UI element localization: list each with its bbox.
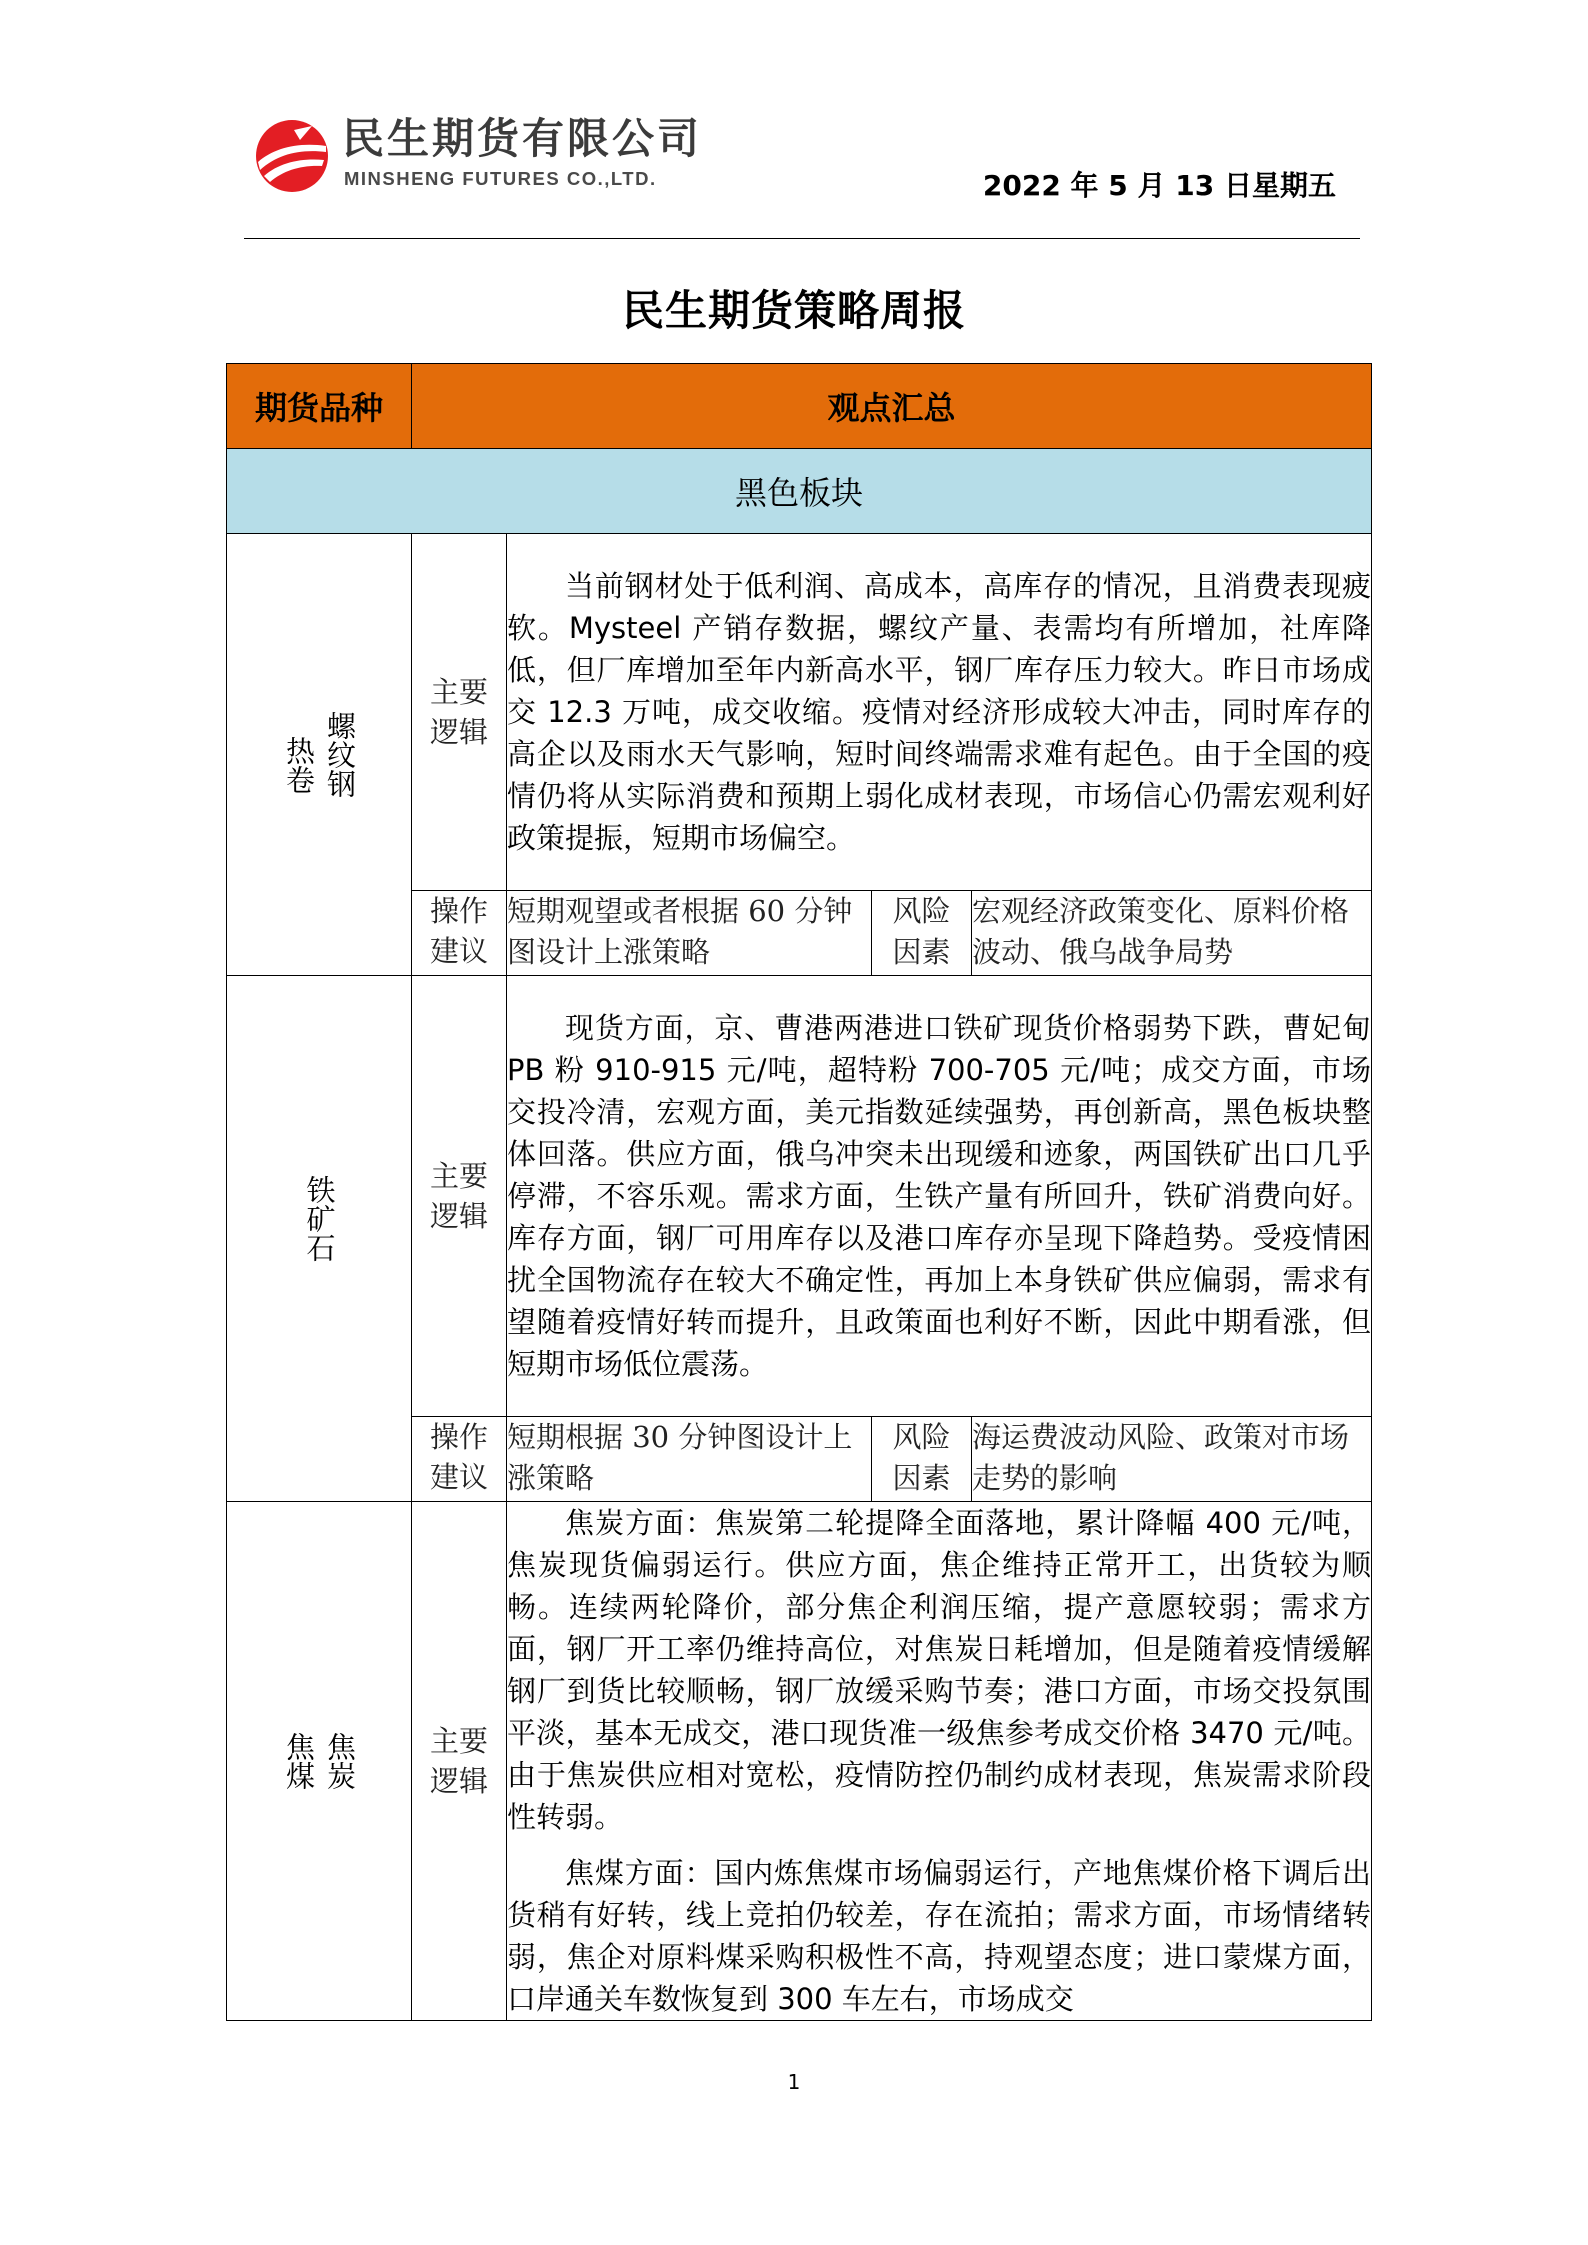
table-header-row bbox=[227, 364, 1372, 449]
variety-name-part: 热卷 bbox=[282, 735, 316, 794]
variety-name-part: 螺纹钢 bbox=[323, 711, 357, 798]
variety-name-part: 焦炭 bbox=[323, 1732, 357, 1790]
logic-text bbox=[507, 976, 1372, 1417]
variety-name-part: 焦煤 bbox=[282, 1732, 316, 1790]
variety-cell bbox=[227, 1502, 412, 2021]
document-title: 民生期货策略周报 bbox=[621, 286, 966, 335]
logic-label: 主要逻辑 bbox=[412, 534, 507, 891]
section-row bbox=[227, 449, 1372, 534]
col-header-variety: 期货品种 bbox=[227, 364, 412, 449]
col-header-view: 观点汇总 bbox=[412, 364, 1372, 449]
variety-name bbox=[227, 1732, 411, 1790]
risk-label: 风险因素 bbox=[872, 891, 972, 976]
page-number: 1 bbox=[787, 2070, 801, 2094]
minsheng-logo-icon bbox=[254, 118, 330, 194]
logic-paragraph: 现货方面，京、曹港两港进口铁矿现货价格弱势下跌，曹妃甸 PB 粉 910-915 元/吨，超特粉 700-705 元/吨；成交方面，市场交投冷清，宏观方面，美元指数延续强势，再创新高，黑色板块整体回落。供应方面，俄乌冲突未出现缓和迹象，两国铁矿出口几乎停滞，不容乐观。需求方面，生铁产量有所回升，铁矿消费向好。库存方面，钢厂可用库存以及港口库存亦呈现下降趋势。受疫情困扰全国物流存在较大不确定性，再加上本身铁矿供应偏弱，需求有望随着疫情好转而提升，且政策面也利好不断，因此中期看涨，但短期市场低位震荡。 bbox=[507, 1011, 1372, 1381]
logo-english-name: MINSHENG FUTURES CO.,LTD. bbox=[344, 168, 657, 189]
section-title: 黑色板块 bbox=[227, 449, 1372, 534]
header-divider bbox=[244, 238, 1360, 239]
logic-paragraph: 当前钢材处于低利润、高成本，高库存的情况，且消费表现疲软。Mysteel 产销存数据，螺纹产量、表需均有所增加，社库降低，但厂库增加至年内新高水平，钢厂库存压力较大。昨日市场成交 12.3 万吨，成交收缩。疫情对经济形成较大冲击，同时库存的高企以及雨水天气影响，短时间终端需求难有起色。由于全国的疫情仍将从实际消费和预期上弱化成材表现，市场信心仍需宏观利好政策提振，短期市场偏空。 bbox=[507, 569, 1372, 855]
table-row bbox=[227, 534, 1372, 891]
logic-paragraph: 焦炭方面：焦炭第二轮提降全面落地，累计降幅 400 元/吨，焦炭现货偏弱运行。供应方面，焦企维持正常开工，出货较为顺畅。连续两轮降价，部分焦企利润压缩，提产意愿较弱；需求方面，钢厂开工率仍维持高位，对焦炭日耗增加，但是随着疫情缓解钢厂到货比较顺畅，钢厂放缓采购节奏；港口方面，市场交投氛围平淡，基本无成交，港口现货准一级焦参考成交价格 3470 元/吨。由于焦炭供应相对宽松，疫情防控仍制约成材表现，焦炭需求阶段性转弱。 bbox=[507, 1506, 1372, 1834]
report-date: 2022 年 5 月 13 日星期五 bbox=[982, 169, 1336, 202]
variety-name bbox=[227, 711, 411, 798]
variety-cell bbox=[227, 976, 412, 1502]
company-logo bbox=[254, 114, 724, 198]
logic-paragraph: 焦煤方面：国内炼焦煤市场偏弱运行，产地焦煤价格下调后出货稍有好转，线上竞拍仍较差，存在流拍；需求方面，市场情绪转弱，焦企对原料煤采购积极性不高，持观望态度；进口蒙煤方面，口岸通关车数恢复到 300 车左右，市场成交 bbox=[507, 1856, 1372, 2016]
risk-text: 宏观经济政策变化、原料价格波动、俄乌战争局势 bbox=[972, 891, 1372, 976]
logic-label: 主要逻辑 bbox=[412, 976, 507, 1417]
variety-cell bbox=[227, 534, 412, 976]
table-row bbox=[227, 976, 1372, 1417]
ops-text: 短期根据 30 分钟图设计上涨策略 bbox=[507, 1417, 872, 1502]
logic-label: 主要逻辑 bbox=[412, 1502, 507, 2021]
ops-text: 短期观望或者根据 60 分钟图设计上涨策略 bbox=[507, 891, 872, 976]
strategy-table bbox=[226, 363, 1372, 2021]
logic-text bbox=[507, 534, 1372, 891]
logo-chinese-name: 民生期货有限公司 bbox=[342, 114, 703, 163]
risk-label: 风险因素 bbox=[872, 1417, 972, 1502]
variety-name bbox=[227, 1175, 411, 1262]
logic-text bbox=[507, 1502, 1372, 2021]
risk-text: 海运费波动风险、政策对市场走势的影响 bbox=[972, 1417, 1372, 1502]
ops-label: 操作建议 bbox=[412, 1417, 507, 1502]
table-row bbox=[227, 1502, 1372, 2021]
variety-name-part: 铁矿石 bbox=[302, 1175, 337, 1262]
ops-label: 操作建议 bbox=[412, 891, 507, 976]
